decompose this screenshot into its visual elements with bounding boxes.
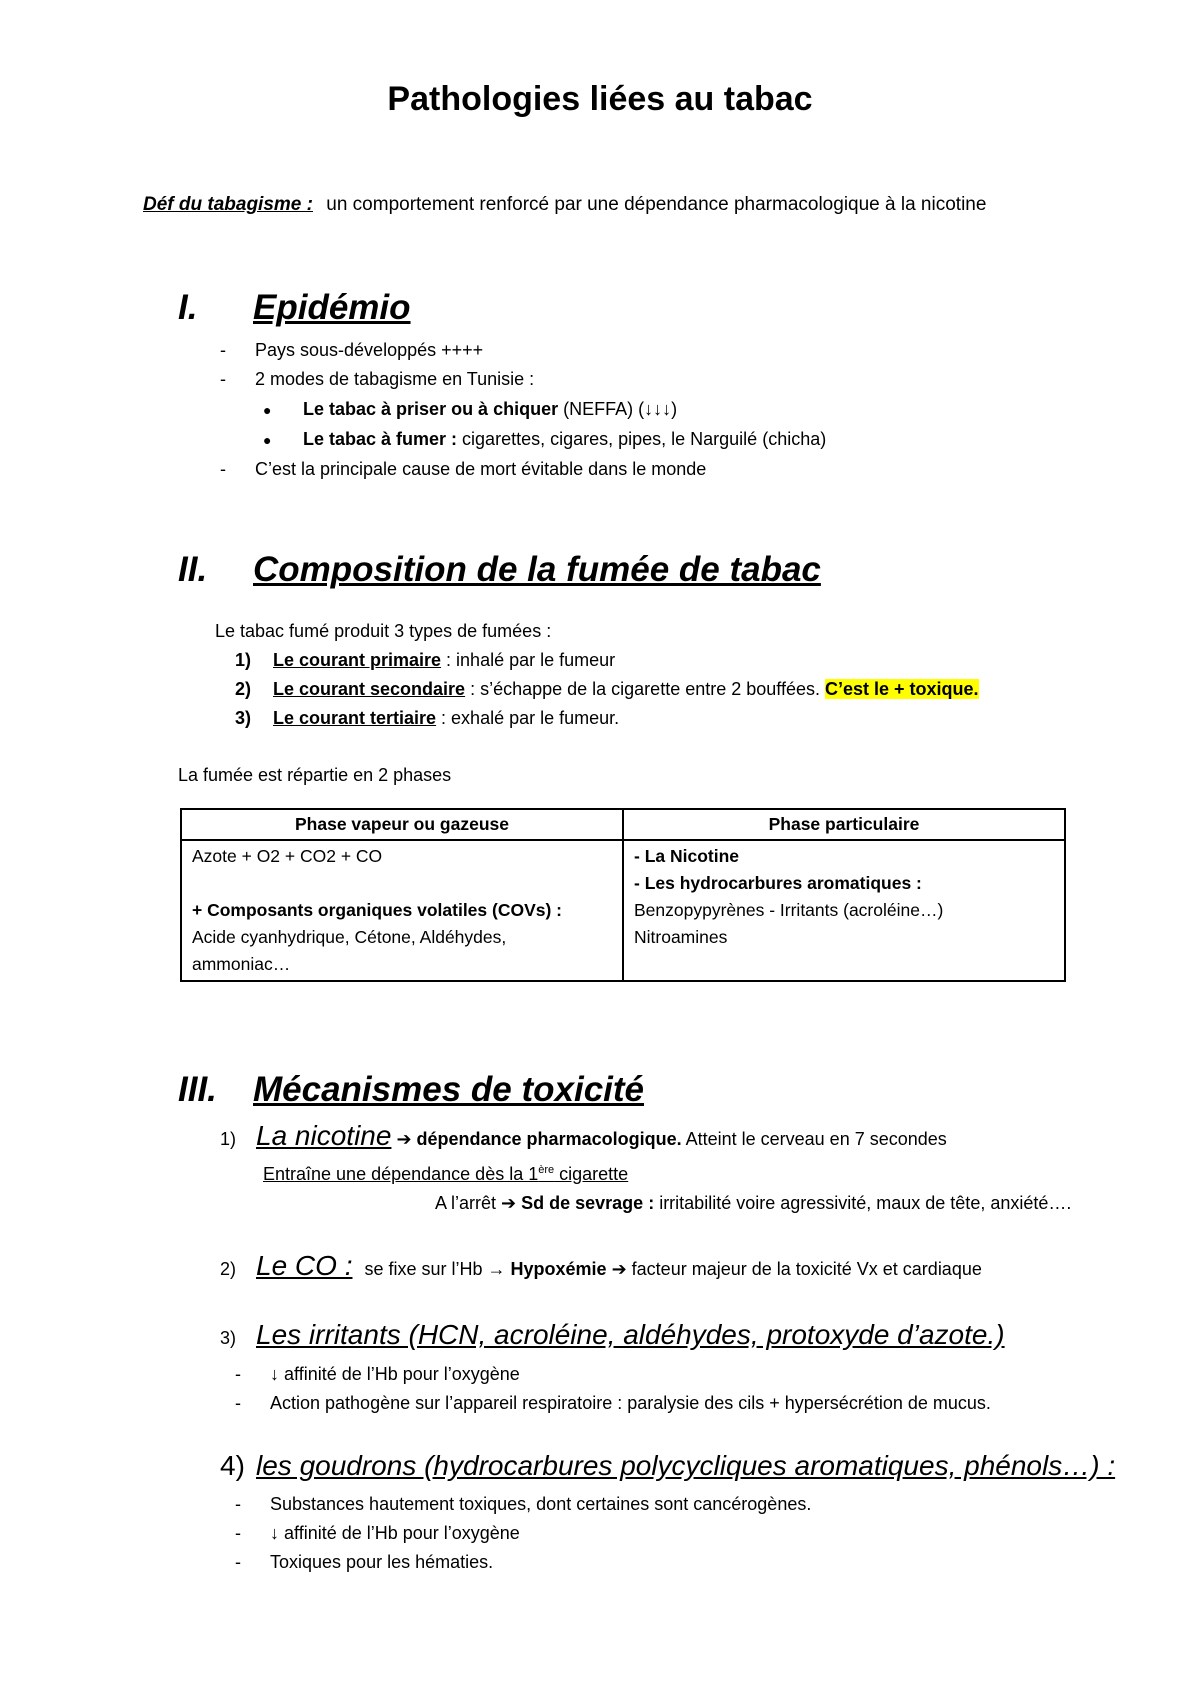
list-item-text: C’est la principale cause de mort évitable dans le monde (255, 459, 707, 479)
list-item-text: Substances hautement toxiques, dont certaines sont cancérogènes. (270, 1494, 812, 1514)
section-title: Epidémio (253, 288, 411, 327)
bullet-bold: Le tabac à fumer : (303, 429, 458, 449)
subsection-co (220, 1250, 982, 1282)
highlighted-text: C’est le + toxique. (824, 679, 979, 699)
cell-line: - La Nicotine (634, 846, 740, 866)
bullet-item (263, 399, 677, 420)
item-term: Le courant secondaire (273, 679, 466, 699)
bold-text: Hypoxémie (510, 1259, 607, 1279)
list-item-text: ↓ affinité de l’Hb pour l’oxygène (270, 1523, 520, 1543)
text-fragment: A l’arrêt (435, 1193, 502, 1213)
cell-line: Benzopypyrènes - Irritants (acroléine…) (634, 900, 944, 920)
subsection-text: se fixe sur l’Hb → (364, 1259, 511, 1279)
list-item (220, 459, 706, 480)
arrow-icon: ➔ (391, 1129, 417, 1149)
section-number: III. (178, 1070, 217, 1109)
definition-text: un comportement renforcé par une dépendance pharmacologique à la nicotine (326, 194, 987, 215)
section-heading-epidemio (178, 288, 411, 328)
subsection-irritants (220, 1319, 1005, 1351)
bullet-icon: ● (263, 432, 272, 448)
cell-line: ammoniac… (192, 954, 291, 974)
list-item (235, 1552, 493, 1573)
dash-marker: - (235, 1364, 241, 1384)
numbered-item (235, 679, 979, 700)
cell-spacer (192, 870, 612, 897)
superscript: ère (538, 1164, 555, 1176)
table-cell-particulaire (623, 840, 1065, 981)
dash-marker: - (235, 1552, 241, 1572)
definition (143, 194, 986, 216)
phases-table (180, 808, 1066, 982)
column-header: Phase particulaire (623, 809, 1065, 840)
bullet-text: (NEFFA) (↓↓↓) (558, 399, 678, 419)
bold-text: dépendance pharmacologique. (416, 1129, 682, 1149)
list-item (220, 340, 483, 361)
numbered-item (235, 708, 619, 729)
cell-line: + Composants organiques volatiles (COVs) : (192, 900, 563, 920)
item-text: : inhalé par le fumeur (441, 650, 616, 670)
sevrage-line (435, 1193, 1071, 1214)
cell-line: - Les hydrocarbures aromatiques : (634, 873, 922, 893)
list-item-text: Toxiques pour les hématies. (270, 1552, 494, 1572)
subsection-nicotine (220, 1120, 947, 1152)
subsection-text: Atteint le cerveau en 7 secondes (681, 1129, 947, 1149)
subsection-title: La nicotine (256, 1120, 392, 1151)
subsection-number: 1) (220, 1129, 237, 1149)
item-term: Le courant primaire (273, 650, 442, 670)
column-header: Phase vapeur ou gazeuse (181, 809, 623, 840)
phases-intro: La fumée est répartie en 2 phases (178, 765, 452, 785)
cell-line: Acide cyanhydrique, Cétone, Aldéhydes, (192, 927, 507, 947)
bullet-bold: Le tabac à priser ou à chiquer (303, 399, 559, 419)
section-title: Mécanismes de toxicité (253, 1070, 644, 1109)
item-number: 2) (235, 679, 252, 699)
text-fragment: Entraîne une dépendance dès la 1 (263, 1164, 539, 1184)
bullet-item (263, 429, 826, 450)
dash-marker: - (235, 1523, 241, 1543)
list-item-text: 2 modes de tabagisme en Tunisie : (255, 369, 535, 389)
page-title: Pathologies liées au tabac (387, 80, 813, 118)
section-heading-mecanismes (178, 1070, 644, 1110)
subsection-text: facteur majeur de la toxicité Vx et cardiaque (631, 1259, 982, 1279)
text-fragment: irritabilité voire agressivité, maux de tête, anxiété…. (654, 1193, 1072, 1213)
dash-marker: - (220, 459, 226, 479)
section-heading-composition (178, 550, 821, 590)
item-text: : exhalé par le fumeur. (436, 708, 620, 728)
dash-marker: - (235, 1393, 241, 1413)
list-item (235, 1364, 520, 1385)
list-item (235, 1494, 811, 1515)
section-title: Composition de la fumée de tabac (253, 550, 821, 589)
dash-marker: - (220, 340, 226, 360)
section-number: II. (178, 550, 208, 589)
definition-label: Déf du tabagisme : (143, 194, 313, 215)
text-fragment: cigarette (554, 1164, 629, 1184)
list-item-text: Pays sous-développés ++++ (255, 340, 484, 360)
item-text: : s’échappe de la cigarette entre 2 bouffées. (465, 679, 825, 699)
subsection-number: 4) (220, 1450, 245, 1481)
item-number: 1) (235, 650, 252, 670)
numbered-item (235, 650, 615, 671)
subsection-title: Le CO : (256, 1250, 353, 1281)
subsection-number: 3) (220, 1328, 237, 1348)
table-header-row (181, 809, 1065, 840)
table-cell-vapeur (181, 840, 623, 981)
list-item-text: Action pathogène sur l’appareil respiratoire : paralysie des cils + hypersécrétion de mucus. (270, 1393, 991, 1413)
dash-marker: - (235, 1494, 241, 1514)
cell-line: Nitroamines (634, 927, 728, 947)
item-term: Le courant tertiaire (273, 708, 437, 728)
list-item (220, 369, 534, 390)
cell-line: Azote + O2 + CO2 + CO (192, 846, 383, 866)
list-item (235, 1393, 991, 1414)
list-item (235, 1523, 520, 1544)
intro-text: Le tabac fumé produit 3 types de fumées : (215, 621, 552, 641)
list-item-text: ↓ affinité de l’Hb pour l’oxygène (270, 1364, 520, 1384)
bullet-icon: ● (263, 402, 272, 418)
nicotine-detail-line (263, 1164, 628, 1185)
dash-marker: - (220, 369, 226, 389)
arrow-icon: ➔ (606, 1259, 632, 1279)
bullet-text: cigarettes, cigares, pipes, le Narguilé (chicha) (457, 429, 827, 449)
subsection-goudrons (220, 1450, 1115, 1482)
section-number: I. (178, 288, 198, 327)
table-row (181, 840, 1065, 981)
item-number: 3) (235, 708, 252, 728)
subsection-title: Les irritants (HCN, acroléine, aldéhydes, protoxyde d’azote.) (256, 1319, 1005, 1350)
bold-text: Sd de sevrage : (516, 1193, 655, 1213)
subsection-number: 2) (220, 1259, 237, 1279)
subsection-title: les goudrons (hydrocarbures polycycliques aromatiques, phénols…) : (256, 1450, 1116, 1481)
arrow-icon: ➔ (501, 1193, 517, 1213)
